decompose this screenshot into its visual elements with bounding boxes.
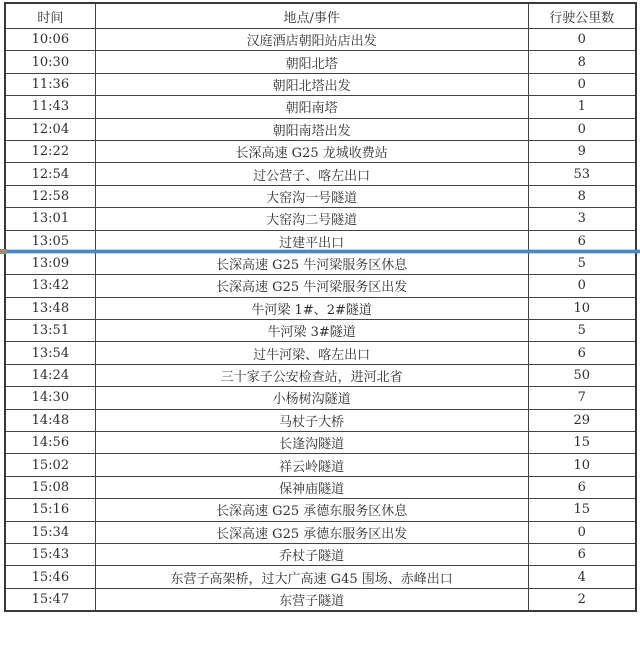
event-cell[interactable]: 过建平出口 — [95, 230, 528, 252]
table-row — [5, 230, 636, 252]
event-cell[interactable]: 朝阳南塔 — [95, 96, 528, 118]
km-cell[interactable]: 0 — [528, 73, 636, 95]
time-cell[interactable]: 15:02 — [5, 454, 95, 476]
km-cell[interactable]: 9 — [528, 140, 636, 162]
table-row — [5, 364, 636, 386]
time-cell[interactable]: 12:22 — [5, 140, 95, 162]
km-cell[interactable]: 8 — [528, 51, 636, 73]
event-cell[interactable]: 过公营子、喀左出口 — [95, 163, 528, 185]
event-cell[interactable]: 牛河梁 3#隧道 — [95, 320, 528, 342]
event-cell[interactable]: 朝阳北塔出发 — [95, 73, 528, 95]
km-cell[interactable]: 10 — [528, 297, 636, 319]
time-cell[interactable]: 11:36 — [5, 73, 95, 95]
table-row — [5, 476, 636, 498]
table-row — [5, 297, 636, 319]
event-cell[interactable]: 朝阳北塔 — [95, 51, 528, 73]
event-cell[interactable]: 长深高速 G25 牛河梁服务区出发 — [95, 275, 528, 297]
km-cell[interactable]: 5 — [528, 320, 636, 342]
table-row — [5, 588, 636, 611]
table-row — [5, 521, 636, 543]
column-header-km: 行驶公里数 — [528, 3, 636, 29]
time-cell[interactable]: 13:05 — [5, 230, 95, 252]
km-cell[interactable]: 0 — [528, 118, 636, 140]
event-cell[interactable]: 过牛河梁、喀左出口 — [95, 342, 528, 364]
itinerary-table — [4, 2, 637, 612]
time-cell[interactable]: 12:54 — [5, 163, 95, 185]
event-cell[interactable]: 长深高速 G25 承德东服务区出发 — [95, 521, 528, 543]
table-row — [5, 320, 636, 342]
table-row — [5, 96, 636, 118]
km-cell[interactable]: 0 — [528, 29, 636, 51]
time-cell[interactable]: 10:30 — [5, 51, 95, 73]
table-row — [5, 275, 636, 297]
column-header-event: 地点/事件 — [95, 3, 528, 29]
km-cell[interactable]: 15 — [528, 432, 636, 454]
table-row — [5, 387, 636, 409]
event-cell[interactable]: 长深高速 G25 牛河梁服务区休息 — [95, 252, 528, 274]
time-cell[interactable]: 14:24 — [5, 364, 95, 386]
table-row — [5, 118, 636, 140]
time-cell[interactable]: 13:51 — [5, 320, 95, 342]
time-cell[interactable]: 11:43 — [5, 96, 95, 118]
table-row — [5, 409, 636, 431]
km-cell[interactable]: 2 — [528, 588, 636, 611]
event-cell[interactable]: 东营子隧道 — [95, 588, 528, 611]
column-header-time: 时间 — [5, 3, 95, 29]
km-cell[interactable]: 1 — [528, 96, 636, 118]
time-cell[interactable]: 13:54 — [5, 342, 95, 364]
time-cell[interactable]: 12:58 — [5, 185, 95, 207]
event-cell[interactable]: 长深高速 G25 承德东服务区休息 — [95, 499, 528, 521]
event-cell[interactable]: 长深高速 G25 龙城收费站 — [95, 140, 528, 162]
time-cell[interactable]: 14:56 — [5, 432, 95, 454]
time-cell[interactable]: 12:04 — [5, 118, 95, 140]
event-cell[interactable]: 朝阳南塔出发 — [95, 118, 528, 140]
time-cell[interactable]: 14:30 — [5, 387, 95, 409]
time-cell[interactable]: 15:47 — [5, 588, 95, 611]
event-cell[interactable]: 大窑沟二号隧道 — [95, 208, 528, 230]
km-cell[interactable]: 0 — [528, 275, 636, 297]
table-body — [5, 29, 636, 612]
km-cell[interactable]: 6 — [528, 543, 636, 565]
km-cell[interactable]: 10 — [528, 454, 636, 476]
km-cell[interactable]: 29 — [528, 409, 636, 431]
time-cell[interactable]: 14:48 — [5, 409, 95, 431]
header-row — [5, 3, 636, 29]
time-cell[interactable]: 15:16 — [5, 499, 95, 521]
km-cell[interactable]: 53 — [528, 163, 636, 185]
table-row — [5, 454, 636, 476]
time-cell[interactable]: 15:43 — [5, 543, 95, 565]
event-cell[interactable]: 汉庭酒店朝阳站店出发 — [95, 29, 528, 51]
table-row — [5, 252, 636, 274]
event-cell[interactable]: 保神庙隧道 — [95, 476, 528, 498]
event-cell[interactable]: 三十家子公安检查站，进河北省 — [95, 364, 528, 386]
event-cell[interactable]: 牛河梁 1#、2#隧道 — [95, 297, 528, 319]
km-cell[interactable]: 5 — [528, 252, 636, 274]
km-cell[interactable]: 0 — [528, 521, 636, 543]
time-cell[interactable]: 15:08 — [5, 476, 95, 498]
time-cell[interactable]: 10:06 — [5, 29, 95, 51]
table-row — [5, 342, 636, 364]
table-row — [5, 208, 636, 230]
km-cell[interactable]: 6 — [528, 342, 636, 364]
table-row — [5, 51, 636, 73]
table-row — [5, 73, 636, 95]
insertion-line[interactable] — [0, 250, 640, 253]
event-cell[interactable]: 祥云岭隧道 — [95, 454, 528, 476]
km-cell[interactable]: 6 — [528, 476, 636, 498]
km-cell[interactable]: 50 — [528, 364, 636, 386]
km-cell[interactable]: 6 — [528, 230, 636, 252]
time-cell[interactable]: 13:09 — [5, 252, 95, 274]
km-cell[interactable]: 4 — [528, 566, 636, 588]
table-header — [5, 3, 636, 29]
table-row — [5, 432, 636, 454]
event-cell[interactable]: 小杨树沟隧道 — [95, 387, 528, 409]
event-cell[interactable]: 马杖子大桥 — [95, 409, 528, 431]
table-row — [5, 140, 636, 162]
table-row — [5, 499, 636, 521]
table-row — [5, 566, 636, 588]
time-cell[interactable]: 13:48 — [5, 297, 95, 319]
insertion-line-handle[interactable] — [0, 249, 7, 254]
event-cell[interactable]: 长逢沟隧道 — [95, 432, 528, 454]
km-cell[interactable]: 7 — [528, 387, 636, 409]
km-cell[interactable]: 15 — [528, 499, 636, 521]
time-cell[interactable]: 13:42 — [5, 275, 95, 297]
time-cell[interactable]: 15:34 — [5, 521, 95, 543]
event-cell[interactable]: 东营子高架桥，过大广高速 G45 围场、赤峰出口 — [95, 566, 528, 588]
km-cell[interactable]: 3 — [528, 208, 636, 230]
event-cell[interactable]: 乔杖子隧道 — [95, 543, 528, 565]
table-row — [5, 543, 636, 565]
km-cell[interactable]: 8 — [528, 185, 636, 207]
event-cell[interactable]: 大窑沟一号隧道 — [95, 185, 528, 207]
time-cell[interactable]: 13:01 — [5, 208, 95, 230]
table-row — [5, 185, 636, 207]
table-row — [5, 163, 636, 185]
table-row — [5, 29, 636, 51]
time-cell[interactable]: 15:46 — [5, 566, 95, 588]
